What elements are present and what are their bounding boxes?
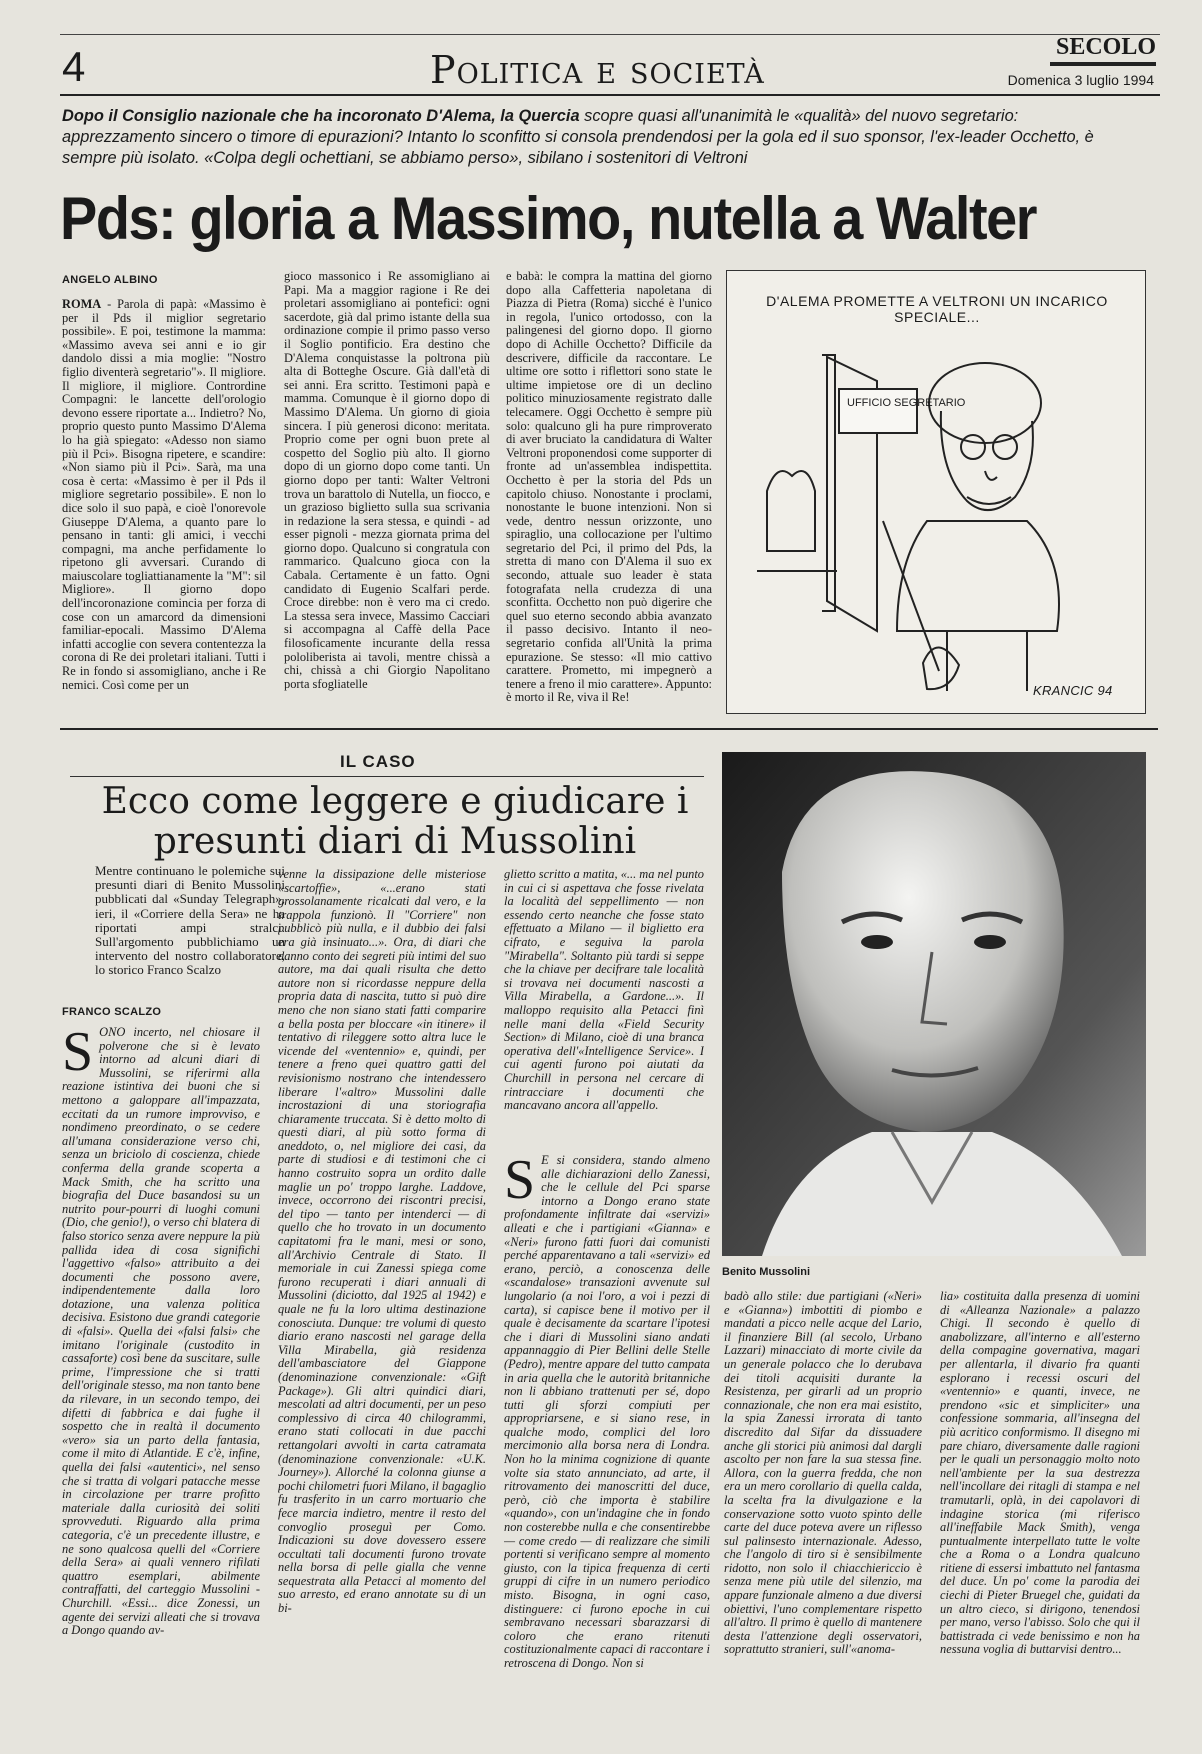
- page-number: 4: [62, 43, 86, 90]
- cartoon-drawing: [727, 271, 1145, 713]
- lower-col-4: badò allo stile: due partigiani («Neri» e «Gianna») imbottiti di piombo e mandati a picco nelle acque del Lario, il finanziere Bill (al secolo, Urbano Lazzari) minacciato di morte civile da un generale polacco che lo derubava dei titoli acquisiti durante la Resistenza, per girarli ad un proprio connazionale, che non era mai esistito, la spia Zanessi irrorata di tanto discredito dal Sifar da dissuadere anche gli storici più animosi dal dargli ascolto per non fare la sua stessa fine. Allora, con la guerra fredda, che non era un mero corollario di quella calda, la scelta fra la divulgazione e la conservazione sotto vuoto spinto delle carte del duce poteva avere un riflesso sul palinsesto internazionale. Adesso, che l'angolo di tiro si è sensibilmente ridotto, non solo il chiacchiericcio è senza mene più utile del silenzio, ma appare funzionale almeno a due diversi obiettivi, l'uno complementare rispetto all'altro. Il primo è quello di mantenere desta l'attenzione degli osservatori, soprattutto stranieri, sull'«anoma-: [724, 1290, 922, 1657]
- top-col-1: [62, 298, 266, 716]
- standfirst: Mentre continuano le polemiche sui presunti diari di Benito Mussolini pubblicati dal «Sunday Telegraph», ieri, il «Corriere della Sera» ne ha riportati ampi stralci. Sull'argomento pubblichiamo un intervento del nostro collaboratore, lo storico Franco Scalzo: [95, 863, 285, 978]
- top-col-1-text: - Parola di papà: «Massimo è per il Pds il miglior segretario possibile». E poi, testimone la mamma: «Massimo aveva sei anni e io gir dandolo dissi a mia moglie: "Nostro figlio diventerà segretario"». Il migliore. Il migliore, il migliore. Contrordine Compagni: le lancette dell'orologio devono essere riportate a... Indietro? No, proprio questo punto Massimo D'Alema lo ha già spiegato: «Adesso non siamo più il Pci». Bisogna ripetere, e scandire: «Non siamo più il Pci». Sarà, ma una cosa è certa: «Massimo è per il Pds il migliore segretario possibile». E non lo dice solo il suo papà, e cioè l'onorevole Giuseppe D'Alema, a quanto pare lo pensano in tanti: gli amici, i vecchi compagni, ma anche perfidamente lo ripetono gli avversari. Curando di maiuscolare togliattianamente la "M": sil Migliore». Il giorno dopo dell'incoronazione comincia per forza di cose con un amarcord da dimensioni familiar-epocali. Massimo D'Alema infatti accoglie con severa contentezza la corona di Re dei proletari italiani. Tutti i Re in fondo si assomigliano, anche i Re nemici. Così come per un: [62, 298, 266, 692]
- deck-lead: Dopo il Consiglio nazionale che ha incoronato D'Alema, la Quercia: [62, 107, 580, 125]
- deck-rest: scopre quasi all'unanimità le «qualità» del nuovo segretario: apprezzamento sincero o timore di epurazioni? Intanto lo sconfitto si consola prendendosi per la gola ed il suo sponsor, l'ex-leader Occhetto, è sempre più isolato. «Colpa degli ochettiani, se abbiamo perso», sibilano i sostenitori di Veltroni: [62, 107, 1094, 167]
- mussolini-photo: [722, 752, 1146, 1256]
- political-cartoon: [726, 270, 1146, 714]
- kicker-rule: [70, 776, 704, 777]
- drop-cap: S: [62, 1026, 94, 1083]
- lower-col-3b: [504, 1154, 710, 1744]
- cartoon-signature: KRANCIC 94: [1033, 683, 1113, 698]
- photo-caption: Benito Mussolini: [722, 1266, 810, 1278]
- lower-col-1: [62, 1026, 260, 1744]
- mid-rule: [60, 728, 1158, 730]
- lower-col-5: lia» costituita dalla presenza di uomini di «Alleanza Nazionale» a palazzo Chigi. Il secondo è quello di anabolizzare, all'interno e all'esterno della compagine governativa, magari per allentarla, il divario fra quanti esplorano i recessi oscuri del «ventennio» e quanti, invece, ne prendono «sic et simpliciter» una confessione sommaria, all'insegna del più acritico conformismo. Il disegno mi pare chiaro, diversamente dalle ragioni per le quali un personaggio molto noto nell'ambiente per la sua destrezza nell'incollare dei ritagli di stampa e nel tramutarli, oplà, in dei capolavori di indagine storica (mi riferisco all'ineffabile Mack Smith), venga puntualmente interpellato tutte le volte che a Roma o a Londra qualcuno ritiene di essersi imbattuto nel fantasma del duce. Un po' come la parodia dei ciechi di Pieter Bruegel che, guidati da un altro cieco, si dirigono, tenendosi per mano, verso l'abisso. Solo che qui il battistrada ci vede benissimo e non ha nessuna voglia di buttarvisi dentro...: [940, 1290, 1140, 1657]
- lower-col-3: glietto scritto a matita, «... ma nel punto in cui ci si aspettava che fosse rivelata la località del seppellimento — non essendo certo neanche che fosse stato effettuato a Milano — il biglietto era cifrato, e seguiva la parola "Mirabella". Soltanto più tardi si seppe che la chiave per decifrare tale località si trovava nei documenti nascosti a Villa Mirabella, a Gardone...». Il malloppo requisito alla Petacci finì nelle mani della «Field Security Section» di Milano, cioè di una branca operativa dell'«Intelligence Service». I cui agenti furono poi aiutati da Churchill in persona nel cercare di rintracciare i documenti che mancavano ancora all'appello.: [504, 868, 704, 1113]
- lower-col-3b-text: E si considera, stando almeno alle dichiarazioni dello Zanessi, che le cellule del Pci sparse intorno a Dongo erano state profondamente infiltrate dai «servizi» alleati e che i partigiani «Gianna» e «Neri» furono fatti fuori dai comunisti perché apparentavano a tali «servizi» ed erano, perciò, a conoscenza delle «scandalose» transazioni avvenute sul lungolario (a noi l'oro, a voi i pezzi di carta), si capisce bene il motivo per il quale è decisamente da scartare l'ipotesi che i diari di Mussolini siano andati appannaggio di Pier Bellini delle Stelle (Pedro), mentre appare del tutto campata in aria quella che le autorità britanniche non li abbiano trattenuti per sé, dopo tutti gli sforzi compiuti per appropriarsene, e si siano rese, in qualche modo, complici del loro mercimonio alla borsa nera di Londra. Non ho la minima cognizione di quante volte sia stato annunciato, ad arte, il ritrovamento dei manoscritti del duce, però, ciò che importa è stabilire «quando», con un'indagine che in fondo non costerebbe nulla e che consentirebbe — come credo — di realizzare che simili portenti si verificano sempre al momento giusto, con la tipica frequenza di certi gruppi di cifre in un numero periodico misto. Bisogna, in ogni caso, distinguere: ci furono epoche in cui sembravano necessari sbarazzarsi di coloro che erano ritenuti costituzionalmente capaci di raccontare i retroscena di Dongo. Non si: [504, 1154, 710, 1670]
- issue-date: Domenica 3 luglio 1994: [1007, 72, 1154, 88]
- top-headline: Pds: gloria a Massimo, nutella a Walter: [60, 185, 1037, 252]
- lower-byline: FRANCO SCALZO: [62, 1006, 162, 1018]
- top-col-2: gioco massonico i Re assomigliano ai Papi. Ma a maggior ragione i Re dei proletari assomigliano ai pontefici: ogni sacerdote, già dal primo istante della sua ordinazione compie il primo passo verso il Soglio pontificio. Era destino che D'Alema conquistasse la poltrona più alta di Botteghe Oscure. Già dall'età di sei anni. Era scritto. Testimoni papà e mamma. Comunque è il giorno dopo di Massimo D'Alema. Un giorno di gioia sincera. I più generosi dicono: meritata. Proprio come per ogni buon prete al cospetto del Soglio più alto. Il giorno dopo di un giorno dopo come tanti. Un giorno dopo per tanti: Walter Veltroni trova un barattolo di Nutella, un fiocco, e un grazioso biglietto sulla sua scrivania in redazione la sera stessa, e quindi - ad esser pignoli - mezza giornata prima del giorno dopo. Qualcuno si congratula con rammarico. Qualcuno gioca con la Cabala. Certamente è un fatto. Ogni candidato di Eugenio Scalfari perde. Croce direbbe: non è vero ma ci credo. La stessa sera invece, Massimo Cacciari si accompagna al Caffè della Pace filosoficamente incurante della ressa pololiberista ai tavoli, mentre chissà a chi, chissà a chi Giorgio Napolitano porta sfogliatelle: [284, 270, 490, 691]
- top-rule: [60, 34, 1160, 35]
- section-title: Politica e società: [430, 48, 765, 92]
- lower-col-2: venne la dissipazione delle misteriose «scartoffie», «...erano stati grossolanamente ricalcati dal vero, e la trappola funzionò. Il "Corriere" non pubblicò più nulla, e il dubbio dei falsi era già insinuato...». Ora, di diari che danno conto dei segreti più intimi del suo autore, ma dai quali risulta che detto autore non si ricordasse neppure della propria data di nascita, tutto si può dire meno che non siano stati fatti comparire a bella posta per bloccare «in itinere» il tentativo di rileggere sotto altra luce le vicende del «ventennio» e, quindi, per tenere a freno quei quattro gatti del revisionismo nostrano che intendessero liberare l'«altro» Mussolini dalle incrostazioni di una storiografia chiaramente truccata. Si è detto molto di questi diari, al più sotto forma di aneddoto, o, nel migliore dei casi, da parte di studiosi e di testimoni che ci hanno costruito sopra un ordito dalle maglie un po' troppo larghe. Laddove, invece, occorrono dei riscontri precisi, del tipo — tanto per intenderci — di quello che ho trovato in un documento capitatomi fra le mani, mesi or sono, all'Archivio Centrale di Stato. Il memoriale in cui Zanessi spiega come furono recuperati i diari annuali di Mussolini (diciotto, dal 1925 al 1942) e quale ne fu la loro ultima destinazione conosciuta. Dunque: tre volumi di questo diario erano nascosti nel garage della Villa Mirabella, già residenza dell'ambasciatore del Giappone (denominazione convenzionale: «Gift Package»). Gli altri quindici diari, mescolati ad altri documenti, per un peso complessivo di circa 40 chilogrammi, erano stati collocati in due pacchi rettangolari avvolti in carta catramata (denominazione convenzionale: «U.K. Journey»). Allorché la colonna giunse a pochi chilometri fuori Milano, il bagaglio fu trasferito in un carro mortuario che fece marcia indietro, mentre il resto del convoglio proseguì per Como. Indicazioni su dove dovessero essere occultati tali documenti furono trovate nella borsa di pelle gialla che venne sequestrata alla Petacci al momento del suo arresto, ed erano annotate su di un bi-: [278, 868, 486, 1616]
- lower-title: Ecco come leggere e giudicare i presunti diari di Mussolini: [101, 781, 689, 862]
- lower-col-1-text: ONO incerto, nel chiosare il polverone che si è levato intorno ad alcuni diari di Mussolini, se riferirmi alla reazione istintiva dei buoni che si mettono a galoppare all'impazzata, eccitati da un rumore improvviso, e nondimeno preordinato, o se cedere all'umana considerazione verso chi, senza un briciolo di coscienza, chiede conferma della grande scoperta a Mack Smith, che ha scritto una biografia del Duce basandosi su un nutrito pour-pourri di luoghi comuni (Dio, che genio!), o verso chi blatera di falso storico senza avere neppure la più pallida idea di cosa significhi l'aggettivo «falso» attribuito a dei documenti che possono avere, indipendentemente dalla loro dotazione, una valenza politica decisiva. Esistono due grandi categorie di «falsi». Quella dei «falsi falsi» che imitano l'originale (custodito in cassaforte) così bene da suscitare, sulle prime, l'impressione che si tratti dell'originale stesso, ma non tanto bene da rilevare, in un secondo tempo, dei difetti di fabbrica e dai fughe il sospetto che in realtà il documento «vero» sia un parto della fantasia, come il mito di Atlantide. E c'è, infine, quella dei falsi «autentici», nel senso che si tratta di volgari patacche messe in circolazione per trarre profitto materiale dalla curiosità dei soliti sprovveduti. Riguardo alla prima categoria, c'è un precedente illustre, e ne sono qualcosa quelli del «Corriere della Sera» ai quali vennero rifilati quattro esemplari, abilmente contraffatti, del carteggio Mussolini - Churchill. «Essi... dice Zonessi, un agente dei servizi alleati che si trovava a Dongo quando av-: [62, 1026, 260, 1638]
- photo-image: [722, 752, 1146, 1256]
- brand-underline: [1050, 62, 1156, 66]
- top-col-3: e babà: le compra la mattina del giorno dopo alla Caffetteria napoletana di Piazza di Pietra (Roma) sicché è l'unico in regola, l'unico ortodosso, con la palingenesi del giorno dopo. Il giorno dopo di Achille Occhetto? Difficile da descrivere, difficile da raccontare. Le ultime ore sotto i riflettori sono state le ultime impietose ore di un declino politico minuziosamente registrato dalle telecamere. Oggi Occhetto è sempre più solo: qualcuno gli ha pure rimproverato di aver bruciato la candidatura di Walter Veltroni proponendosi come supporter di fronte ad un'assemblea indispettita. Occhetto è per la storia del Pds un capitolo chiuso. Nonostante i proclami, nonostante le buone intenzioni. Non si vede, dentro nessun orizzonte, uno spiraglio, una collocazione per l'ultimo segretario del Pci, il primo del Pds, la stretta di mano con D'Alema il suo ex secondo, attuale suo leader è stata fotografata nella crudezza di una sconfitta. Occhetto non può digerire che quel suo eterno secondo abbia avanzato il passo decisivo. Intanto il neo-segretario confida all'Unità la prima epurazione. Se stesso: «Il mio cattivo carattere. Prometto, mi impegnerò a tenere a freno il mio carattere». Appunto: è morto il Re, viva il Re!: [506, 270, 712, 705]
- cartoon-sign: UFFICIO SEGRETARIO: [847, 397, 966, 409]
- top-deck: [62, 106, 1132, 169]
- dateline: ROMA: [62, 298, 102, 311]
- masthead-rule: [60, 94, 1160, 96]
- drop-cap-2: S: [504, 1154, 536, 1211]
- kicker: IL CASO: [340, 752, 416, 771]
- brand-logo: SECOLO: [1055, 34, 1156, 60]
- top-byline: ANGELO ALBINO: [62, 274, 158, 286]
- cartoon-caption: D'ALEMA PROMETTE A VELTRONI UN INCARICO SPECIALE...: [766, 293, 1108, 325]
